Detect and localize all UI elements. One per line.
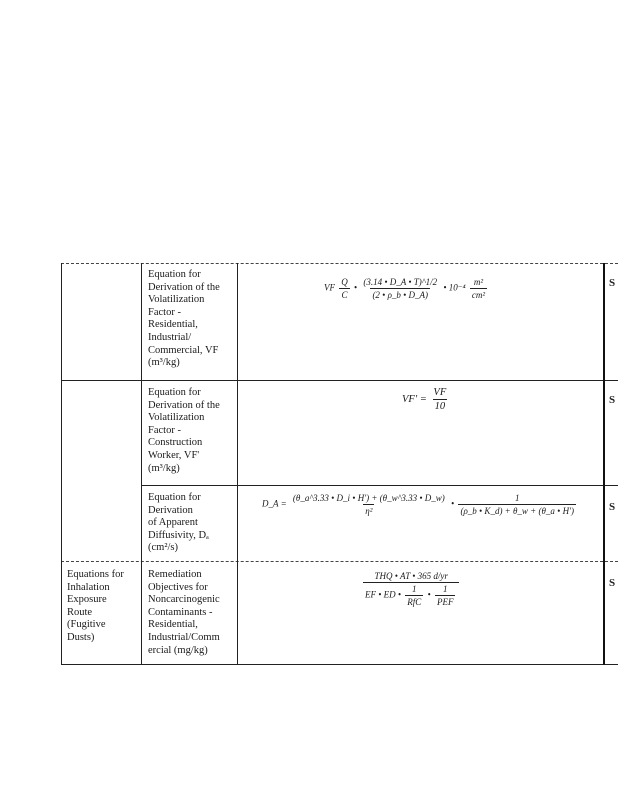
row1-next-column-text: S (609, 277, 616, 289)
column-divider-1 (141, 263, 142, 665)
row-divider-1 (61, 380, 618, 381)
row4-next-column-text: S (609, 577, 616, 589)
row4-equation: THQ • AT • 365 d/yr EF • ED • $\frac{1}{\text{RfC}}$ • $\frac{1}{\text{PEF}}$ (361, 571, 461, 607)
row4-category: Equations for Inhalation Exposure Route (Fugitive Dusts) (67, 569, 124, 643)
row1-description: Equation for Derivation of the Volatilization Factor - Residential, Industrial/ Commercial, VF (m³/kg) (148, 269, 220, 369)
column-divider-3 (603, 263, 605, 665)
row2-equation: VF' = $\frac{VF}{10}$ (402, 387, 447, 412)
equations-table (61, 263, 618, 665)
row3-description: Equation for Derivation of Apparent Diffusivity, Dₐ (cm²/s) (148, 492, 209, 554)
row-divider-3 (61, 561, 618, 562)
row-divider-2 (141, 485, 618, 486)
table-left-border (61, 263, 62, 665)
table-bottom-border (61, 664, 618, 665)
row3-equation: D_A = $\frac{(\theta\_a\^{}3.33 • D\_i • H') + (\theta\_w\^{}3.33 • D\_w)}{\text{η²}}$ • $\frac{1}{(\rho\_b • K\_d) + \theta\_w + (\theta\_a • H')}$ (262, 493, 574, 516)
row4-description: Remediation Objectives for Noncarcinogenic Contaminants - Residential, Industrial/Comm ercial (mg/kg) (148, 569, 220, 656)
row1-equation: VF $\frac{Q}{C}$ • $\frac{(3.14 • D\_A • T)\^{}1/2}{(2 • \rho\_b • D\_A)}$ • 10⁻⁴ $\frac{\text{m²}}{\text{cm²}}$ (324, 277, 486, 300)
table-top-border (61, 263, 618, 264)
row3-next-column-text: S (609, 501, 616, 513)
row2-next-column-text: S (609, 394, 616, 406)
row2-description: Equation for Derivation of the Volatilization Factor - Construction Worker, VF' (m³/kg) (148, 387, 220, 474)
